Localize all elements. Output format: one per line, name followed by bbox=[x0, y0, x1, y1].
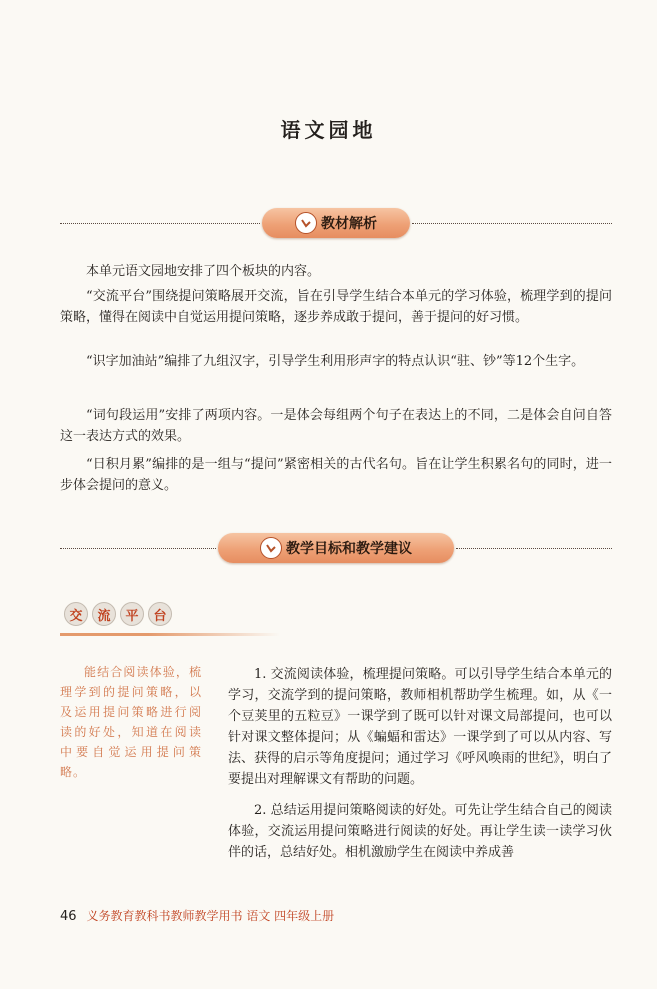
check-arrow-icon bbox=[295, 212, 317, 234]
section-divider-right bbox=[456, 548, 612, 549]
check-arrow-icon bbox=[260, 537, 282, 559]
analysis-paragraph: “交流平台”围绕提问策略展开交流，旨在引导学生结合本单元的学习体验，梳理学到的提问策略，懂得在阅读中自觉运用提问策略，逐步养成敢于提问，善于提问的好习惯。 bbox=[60, 289, 612, 325]
book-title: 义务教育教科书教师教学用书 语文 四年级上册 bbox=[86, 909, 335, 923]
section-divider-left bbox=[60, 548, 216, 549]
main-paragraph: 1. 交流阅读体验，梳理提问策略。可以引导学生结合本单元的学习，交流学到的提问策略，教师相机帮助学生梳理。如，从《一个豆荚里的五粒豆》一课学到了既可以针对课文局部提问，也可以针对课文整体提问；从《蝙蝠和雷达》一课学到了可以从内容、写法、获得的启示等角度提问；通过学习《呼风唤雨的世纪》，明白了要提出对理解课文有帮助的问题。 bbox=[228, 667, 612, 787]
badge-char: 台 bbox=[148, 602, 172, 626]
analysis-paragraph: 本单元语文园地安排了四个板块的内容。 bbox=[86, 264, 321, 279]
page-footer bbox=[60, 907, 334, 924]
analysis-paragraph: “日积月累”编排的是一组与“提问”紧密相关的古代名句。旨在让学生积累名句的同时，进一步体会提问的意义。 bbox=[60, 457, 612, 493]
section-divider-right bbox=[412, 223, 612, 224]
section-header-label: 教材解析 bbox=[321, 216, 377, 232]
page-number: 46 bbox=[60, 909, 77, 924]
side-note: 能结合阅读体验，梳理学到的提问策略，以及运用提问策略进行阅读的好处，知道在阅读中要自觉运用提问策略。 bbox=[60, 665, 202, 779]
badge-char: 流 bbox=[92, 602, 116, 626]
badge-char: 平 bbox=[120, 602, 144, 626]
page-title: 语文园地 bbox=[280, 118, 377, 142]
section-header-goals bbox=[218, 533, 454, 563]
section-header-analysis bbox=[262, 208, 410, 238]
main-paragraph: 2. 总结运用提问策略阅读的好处。可先让学生结合自己的阅读体验，交流运用提问策略进行阅读的好处。再让学生读一读学习伙伴的话，总结好处。相机激励学生在阅读中养成善 bbox=[228, 803, 612, 860]
section-header-label: 教学目标和教学建议 bbox=[286, 541, 412, 557]
section-divider-left bbox=[60, 223, 260, 224]
analysis-paragraph: “识字加油站”编排了九组汉字，引导学生利用形声字的特点认识“驻、钞”等12个生字。 bbox=[86, 354, 585, 369]
badge-char: 交 bbox=[64, 602, 88, 626]
analysis-paragraph: “词句段运用”安排了两项内容。一是体会每组两个句子在表达上的不同，二是体会自问自答这一表达方式的效果。 bbox=[60, 408, 612, 444]
badge-underline bbox=[60, 633, 280, 636]
